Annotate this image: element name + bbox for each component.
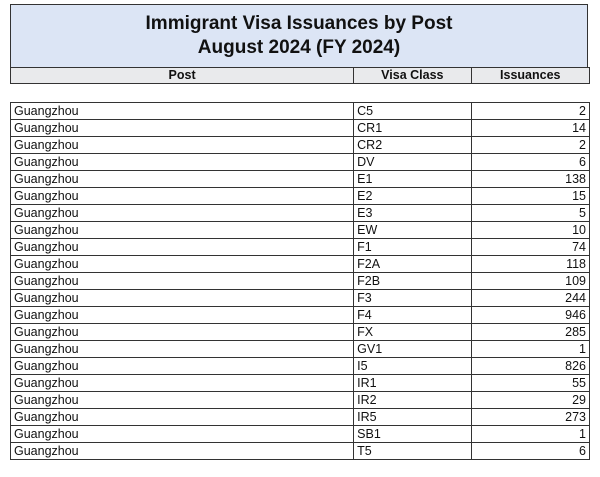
cell-visa-class: IR2 [354,392,471,409]
cell-issuances: 826 [471,358,589,375]
cell-visa-class: FX [354,324,471,341]
column-header-visa-class: Visa Class [354,68,471,84]
cell-visa-class: E3 [354,205,471,222]
cell-issuances: 5 [471,205,589,222]
cell-post: Guangzhou [11,324,354,341]
table-body [11,84,590,460]
cell-issuances: 2 [471,137,589,154]
cell-post: Guangzhou [11,154,354,171]
cell-issuances: 109 [471,273,589,290]
cell-visa-class: T5 [354,443,471,460]
cell-issuances: 285 [471,324,589,341]
cell-post: Guangzhou [11,290,354,307]
table-row [11,392,590,409]
table-row [11,290,590,307]
cell-visa-class: E1 [354,171,471,188]
table-row [11,256,590,273]
issuances-table [10,67,590,460]
table-row [11,103,590,120]
cell-visa-class: I5 [354,358,471,375]
cell-visa-class: IR1 [354,375,471,392]
cell-issuances: 273 [471,409,589,426]
cell-visa-class: IR5 [354,409,471,426]
cell-post: Guangzhou [11,307,354,324]
cell-visa-class: F2B [354,273,471,290]
cell-issuances: 6 [471,443,589,460]
table-row [11,188,590,205]
cell-visa-class: C5 [354,103,471,120]
table-row [11,239,590,256]
table-row [11,222,590,239]
cell-visa-class: EW [354,222,471,239]
cell-post: Guangzhou [11,443,354,460]
cell-post: Guangzhou [11,358,354,375]
cell-post: Guangzhou [11,273,354,290]
cell-issuances: 2 [471,103,589,120]
column-header-issuances: Issuances [471,68,589,84]
table-row [11,375,590,392]
table-row [11,137,590,154]
table-row [11,341,590,358]
table-row [11,273,590,290]
cell-visa-class: F4 [354,307,471,324]
cell-visa-class: F2A [354,256,471,273]
cell-visa-class: F3 [354,290,471,307]
cell-visa-class: SB1 [354,426,471,443]
table-row [11,443,590,460]
cell-post: Guangzhou [11,341,354,358]
table-row [11,120,590,137]
table-row [11,426,590,443]
cell-post: Guangzhou [11,205,354,222]
cell-post: Guangzhou [11,222,354,239]
cell-issuances: 1 [471,426,589,443]
table-row [11,154,590,171]
report-period: August 2024 (FY 2024) [197,37,401,58]
cell-post: Guangzhou [11,375,354,392]
cell-post: Guangzhou [11,137,354,154]
cell-visa-class: DV [354,154,471,171]
visa-report-sheet [10,4,588,460]
cell-post: Guangzhou [11,256,354,273]
report-title-box [10,4,588,67]
cell-visa-class: F1 [354,239,471,256]
table-row [11,324,590,341]
cell-post: Guangzhou [11,239,354,256]
cell-issuances: 55 [471,375,589,392]
header-row [11,68,590,84]
cell-issuances: 946 [471,307,589,324]
cell-visa-class: E2 [354,188,471,205]
spacer-row [11,84,590,103]
cell-issuances: 29 [471,392,589,409]
cell-issuances: 74 [471,239,589,256]
cell-post: Guangzhou [11,409,354,426]
table-row [11,358,590,375]
cell-post: Guangzhou [11,120,354,137]
table-row [11,171,590,188]
cell-visa-class: GV1 [354,341,471,358]
table-row [11,409,590,426]
report-title: Immigrant Visa Issuances by Post [145,13,453,34]
cell-post: Guangzhou [11,188,354,205]
cell-issuances: 10 [471,222,589,239]
cell-post: Guangzhou [11,392,354,409]
table-row [11,307,590,324]
cell-post: Guangzhou [11,171,354,188]
cell-visa-class: CR2 [354,137,471,154]
cell-post: Guangzhou [11,103,354,120]
cell-issuances: 15 [471,188,589,205]
cell-issuances: 138 [471,171,589,188]
cell-issuances: 244 [471,290,589,307]
cell-issuances: 118 [471,256,589,273]
cell-issuances: 1 [471,341,589,358]
cell-post: Guangzhou [11,426,354,443]
cell-issuances: 6 [471,154,589,171]
cell-issuances: 14 [471,120,589,137]
table-row [11,205,590,222]
cell-visa-class: CR1 [354,120,471,137]
column-header-post: Post [11,68,354,84]
